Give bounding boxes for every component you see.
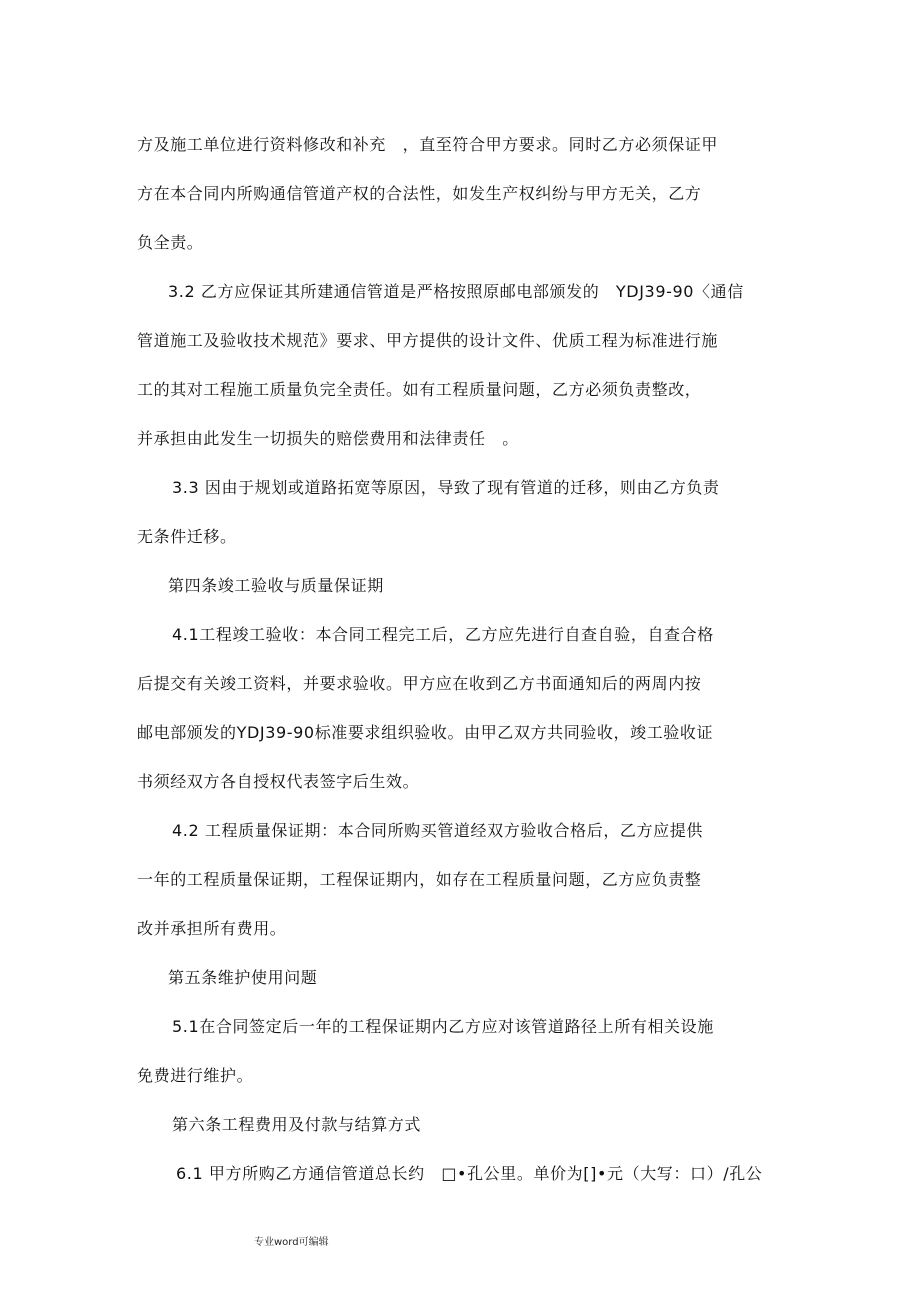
text-line-19: 5.1在合同签定后一年的工程保证期内乙方应对该管道路径上所有相关设施	[172, 1017, 714, 1036]
text-line-7: 并承担由此发生一切损失的赔偿费用和法律责任 。	[137, 429, 519, 448]
text-line-5: 管道施工及验收技术规范》要求、甲方提供的设计文件、优质工程为标准进行施	[137, 331, 719, 350]
section-heading-4: 第四条竣工验收与质量保证期	[168, 576, 384, 595]
text-line-4: 3.2 乙方应保证其所建通信管道是严格按照原邮电部颁发的 YDJ39-90〈通信	[168, 282, 744, 301]
text-line-16: 一年的工程质量保证期，工程保证期内，如存在工程质量问题，乙方应负责整	[137, 870, 702, 889]
text-line-8: 3.3 因由于规划或道路拓宽等原因，导致了现有管道的迁移，则由乙方负责	[172, 478, 720, 497]
text-line-17: 改并承担所有费用。	[137, 919, 287, 938]
text-line-12: 后提交有关竣工资料，并要求验收。甲方应在收到乙方书面通知后的两周内按	[137, 674, 702, 693]
section-heading-6: 第六条工程费用及付款与结算方式	[172, 1115, 422, 1134]
page-footer: 专业word可编辑	[254, 1237, 329, 1248]
section-heading-5: 第五条维护使用问题	[168, 968, 318, 987]
text-line-20: 免费进行维护。	[137, 1066, 254, 1085]
text-line-2: 方在本合同内所购通信管道产权的合法性，如发生产权纠纷与甲方无关，乙方	[137, 184, 702, 203]
text-line-9: 无条件迁移。	[137, 527, 237, 546]
text-line-13: 邮电部颁发的YDJ39-90标准要求组织验收。由甲乙双方共同验收，竣工验收证	[137, 723, 714, 742]
text-line-22: 6.1 甲方所购乙方通信管道总长约 □•孔公里。单价为[]•元（大写：口）/孔公	[176, 1164, 763, 1183]
text-line-14: 书须经双方各自授权代表签字后生效。	[137, 772, 420, 791]
text-line-11: 4.1工程竣工验收：本合同工程完工后，乙方应先进行自查自验，自查合格	[172, 625, 714, 644]
text-line-3: 负全责。	[137, 233, 204, 252]
text-line-6: 工的其对工程施工质量负完全责任。如有工程质量问题，乙方必须负责整改，	[137, 380, 702, 399]
text-line-15: 4.2 工程质量保证期：本合同所购买管道经双方验收合格后，乙方应提供	[172, 821, 703, 840]
text-line-1: 方及施工单位进行资料修改和补充 ，直至符合甲方要求。同时乙方必须保证甲	[137, 135, 719, 154]
